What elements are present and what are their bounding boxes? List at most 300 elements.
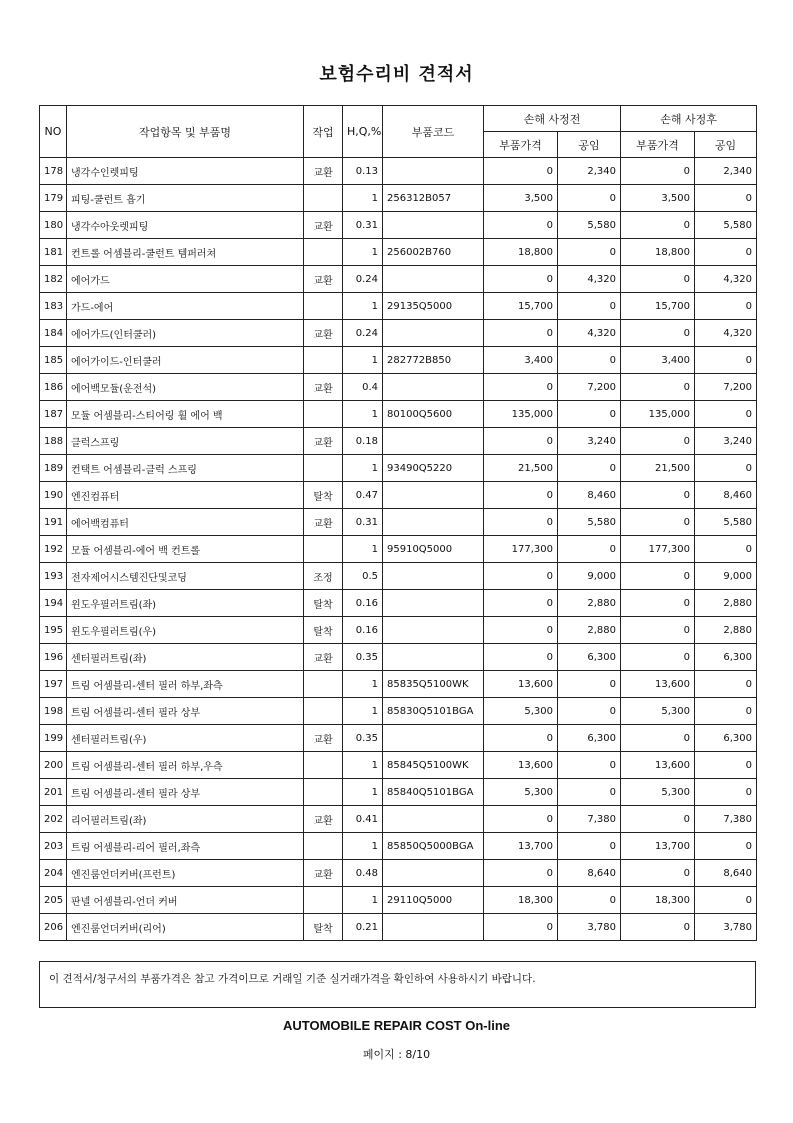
row-number: 200 bbox=[40, 752, 67, 779]
item-name: 가드-에어 bbox=[67, 293, 304, 320]
after-labor: 4,320 bbox=[695, 320, 757, 347]
row-number: 198 bbox=[40, 698, 67, 725]
before-labor: 9,000 bbox=[558, 563, 621, 590]
after-labor: 7,380 bbox=[695, 806, 757, 833]
row-number: 178 bbox=[40, 158, 67, 185]
item-name: 센터필러트림(좌) bbox=[67, 644, 304, 671]
before-part-price: 5,300 bbox=[484, 698, 558, 725]
before-labor: 3,240 bbox=[558, 428, 621, 455]
hq-value: 0.41 bbox=[343, 806, 383, 833]
hq-value: 1 bbox=[343, 698, 383, 725]
after-part-price: 3,400 bbox=[621, 347, 695, 374]
table-row bbox=[40, 509, 757, 536]
row-number: 189 bbox=[40, 455, 67, 482]
before-part-price: 0 bbox=[484, 428, 558, 455]
after-labor: 9,000 bbox=[695, 563, 757, 590]
part-code: 95910Q5000 bbox=[383, 536, 484, 563]
after-part-price: 3,500 bbox=[621, 185, 695, 212]
item-name: 컨트롤 어셈블리-쿨런트 템퍼러쳐 bbox=[67, 239, 304, 266]
after-labor: 0 bbox=[695, 293, 757, 320]
after-part-price: 135,000 bbox=[621, 401, 695, 428]
header-after-labor: 공임 bbox=[695, 132, 757, 158]
header-hq: H,Q,% bbox=[343, 106, 383, 158]
after-labor: 8,640 bbox=[695, 860, 757, 887]
hq-value: 0.18 bbox=[343, 428, 383, 455]
part-code: 85850Q5000BGA bbox=[383, 833, 484, 860]
work-type: 교환 bbox=[304, 158, 343, 185]
table-row bbox=[40, 455, 757, 482]
hq-value: 1 bbox=[343, 293, 383, 320]
work-type bbox=[304, 698, 343, 725]
hq-value: 0.4 bbox=[343, 374, 383, 401]
document-title: 보험수리비 견적서 bbox=[319, 64, 474, 85]
header-item: 작업항목 및 부품명 bbox=[67, 106, 304, 158]
after-part-price: 21,500 bbox=[621, 455, 695, 482]
work-type bbox=[304, 833, 343, 860]
after-labor: 0 bbox=[695, 455, 757, 482]
hq-value: 1 bbox=[343, 455, 383, 482]
item-name: 에어백컴퓨터 bbox=[67, 509, 304, 536]
header-no: NO bbox=[40, 106, 67, 158]
item-name: 전자제어시스템진단및코딩 bbox=[67, 563, 304, 590]
part-code: 29135Q5000 bbox=[383, 293, 484, 320]
before-labor: 0 bbox=[558, 698, 621, 725]
after-part-price: 0 bbox=[621, 590, 695, 617]
before-part-price: 0 bbox=[484, 644, 558, 671]
before-labor: 6,300 bbox=[558, 725, 621, 752]
hq-value: 0.47 bbox=[343, 482, 383, 509]
header-after-part-price: 부품가격 bbox=[621, 132, 695, 158]
before-part-price: 0 bbox=[484, 617, 558, 644]
table-row bbox=[40, 671, 757, 698]
work-type: 조정 bbox=[304, 563, 343, 590]
work-type bbox=[304, 779, 343, 806]
table-row bbox=[40, 752, 757, 779]
table-row bbox=[40, 860, 757, 887]
hq-value: 0.35 bbox=[343, 644, 383, 671]
before-part-price: 18,300 bbox=[484, 887, 558, 914]
row-number: 181 bbox=[40, 239, 67, 266]
table-row bbox=[40, 320, 757, 347]
item-name: 피팅-쿨런트 흡기 bbox=[67, 185, 304, 212]
work-type: 교환 bbox=[304, 806, 343, 833]
part-code bbox=[383, 806, 484, 833]
before-labor: 4,320 bbox=[558, 320, 621, 347]
work-type: 교환 bbox=[304, 374, 343, 401]
row-number: 202 bbox=[40, 806, 67, 833]
after-labor: 0 bbox=[695, 347, 757, 374]
hq-value: 1 bbox=[343, 752, 383, 779]
part-code bbox=[383, 860, 484, 887]
row-number: 182 bbox=[40, 266, 67, 293]
after-part-price: 0 bbox=[621, 563, 695, 590]
item-name: 에어백모듈(운전석) bbox=[67, 374, 304, 401]
table-row bbox=[40, 482, 757, 509]
item-name: 모듈 어셈블리-에어 백 컨트롤 bbox=[67, 536, 304, 563]
before-labor: 8,640 bbox=[558, 860, 621, 887]
notice-box bbox=[39, 961, 756, 1008]
work-type bbox=[304, 455, 343, 482]
hq-value: 1 bbox=[343, 536, 383, 563]
work-type: 탈착 bbox=[304, 617, 343, 644]
before-part-price: 0 bbox=[484, 914, 558, 941]
row-number: 199 bbox=[40, 725, 67, 752]
before-labor: 0 bbox=[558, 455, 621, 482]
after-part-price: 0 bbox=[621, 806, 695, 833]
work-type: 교환 bbox=[304, 266, 343, 293]
row-number: 191 bbox=[40, 509, 67, 536]
after-labor: 0 bbox=[695, 185, 757, 212]
before-labor: 5,580 bbox=[558, 212, 621, 239]
table-row bbox=[40, 158, 757, 185]
before-labor: 0 bbox=[558, 239, 621, 266]
part-code bbox=[383, 212, 484, 239]
table-row bbox=[40, 374, 757, 401]
part-code bbox=[383, 725, 484, 752]
after-labor: 0 bbox=[695, 536, 757, 563]
hq-value: 0.16 bbox=[343, 617, 383, 644]
work-type bbox=[304, 752, 343, 779]
after-labor: 0 bbox=[695, 698, 757, 725]
before-labor: 0 bbox=[558, 779, 621, 806]
before-labor: 0 bbox=[558, 887, 621, 914]
row-number: 179 bbox=[40, 185, 67, 212]
part-code: 80100Q5600 bbox=[383, 401, 484, 428]
part-code bbox=[383, 320, 484, 347]
work-type bbox=[304, 293, 343, 320]
after-part-price: 5,300 bbox=[621, 698, 695, 725]
after-labor: 0 bbox=[695, 671, 757, 698]
part-code: 282772B850 bbox=[383, 347, 484, 374]
item-name: 트림 어셈블리-리어 필러,좌측 bbox=[67, 833, 304, 860]
item-name: 트림 어셈블리-센터 필라 상부 bbox=[67, 698, 304, 725]
hq-value: 1 bbox=[343, 833, 383, 860]
table-row bbox=[40, 644, 757, 671]
table-row bbox=[40, 725, 757, 752]
after-labor: 4,320 bbox=[695, 266, 757, 293]
item-name: 트림 어셈블리-센터 필러 하부,좌측 bbox=[67, 671, 304, 698]
item-name: 모듈 어셈블리-스티어링 휠 에어 백 bbox=[67, 401, 304, 428]
hq-value: 1 bbox=[343, 347, 383, 374]
after-labor: 0 bbox=[695, 887, 757, 914]
before-labor: 7,200 bbox=[558, 374, 621, 401]
table-row bbox=[40, 347, 757, 374]
before-labor: 6,300 bbox=[558, 644, 621, 671]
table-row bbox=[40, 698, 757, 725]
after-part-price: 0 bbox=[621, 212, 695, 239]
part-code bbox=[383, 509, 484, 536]
after-part-price: 0 bbox=[621, 914, 695, 941]
item-name: 클럭스프링 bbox=[67, 428, 304, 455]
part-code: 85830Q5101BGA bbox=[383, 698, 484, 725]
part-code: 256002B760 bbox=[383, 239, 484, 266]
before-labor: 0 bbox=[558, 293, 621, 320]
after-labor: 0 bbox=[695, 752, 757, 779]
work-type: 교환 bbox=[304, 509, 343, 536]
row-number: 201 bbox=[40, 779, 67, 806]
after-labor: 0 bbox=[695, 779, 757, 806]
hq-value: 0.21 bbox=[343, 914, 383, 941]
footer-brand: AUTOMOBILE REPAIR COST On-line bbox=[282, 1018, 511, 1033]
before-part-price: 0 bbox=[484, 509, 558, 536]
estimate-table bbox=[39, 105, 757, 941]
table-row bbox=[40, 239, 757, 266]
row-number: 193 bbox=[40, 563, 67, 590]
row-number: 203 bbox=[40, 833, 67, 860]
item-name: 냉각수인렛피팅 bbox=[67, 158, 304, 185]
work-type: 탈착 bbox=[304, 914, 343, 941]
before-part-price: 18,800 bbox=[484, 239, 558, 266]
after-part-price: 0 bbox=[621, 428, 695, 455]
hq-value: 0.31 bbox=[343, 212, 383, 239]
table-row bbox=[40, 185, 757, 212]
row-number: 206 bbox=[40, 914, 67, 941]
table-row bbox=[40, 428, 757, 455]
table-row bbox=[40, 401, 757, 428]
before-part-price: 5,300 bbox=[484, 779, 558, 806]
after-labor: 2,880 bbox=[695, 617, 757, 644]
after-labor: 0 bbox=[695, 239, 757, 266]
before-part-price: 0 bbox=[484, 806, 558, 833]
before-part-price: 3,500 bbox=[484, 185, 558, 212]
before-part-price: 0 bbox=[484, 266, 558, 293]
after-labor: 2,880 bbox=[695, 590, 757, 617]
work-type bbox=[304, 671, 343, 698]
before-part-price: 0 bbox=[484, 563, 558, 590]
before-part-price: 0 bbox=[484, 320, 558, 347]
row-number: 190 bbox=[40, 482, 67, 509]
item-name: 에어가이드-인터쿨러 bbox=[67, 347, 304, 374]
hq-value: 0.24 bbox=[343, 266, 383, 293]
work-type: 교환 bbox=[304, 320, 343, 347]
before-part-price: 0 bbox=[484, 482, 558, 509]
work-type: 교환 bbox=[304, 860, 343, 887]
header-code: 부품코드 bbox=[383, 106, 484, 158]
after-part-price: 0 bbox=[621, 266, 695, 293]
before-labor: 2,340 bbox=[558, 158, 621, 185]
work-type bbox=[304, 401, 343, 428]
before-part-price: 0 bbox=[484, 374, 558, 401]
work-type bbox=[304, 347, 343, 374]
row-number: 205 bbox=[40, 887, 67, 914]
page-number: 페이지 : 8/10 bbox=[362, 1048, 431, 1061]
part-code bbox=[383, 914, 484, 941]
part-code bbox=[383, 158, 484, 185]
after-part-price: 18,800 bbox=[621, 239, 695, 266]
before-part-price: 0 bbox=[484, 158, 558, 185]
after-part-price: 0 bbox=[621, 644, 695, 671]
after-labor: 5,580 bbox=[695, 212, 757, 239]
item-name: 냉각수아웃렛피팅 bbox=[67, 212, 304, 239]
header-before-adjustment: 손해 사정전 bbox=[484, 106, 621, 132]
item-name: 윈도우필러트림(좌) bbox=[67, 590, 304, 617]
after-part-price: 5,300 bbox=[621, 779, 695, 806]
part-code: 93490Q5220 bbox=[383, 455, 484, 482]
after-part-price: 0 bbox=[621, 482, 695, 509]
part-code bbox=[383, 644, 484, 671]
table-row bbox=[40, 293, 757, 320]
table-row bbox=[40, 212, 757, 239]
row-number: 187 bbox=[40, 401, 67, 428]
item-name: 센터필러트림(우) bbox=[67, 725, 304, 752]
row-number: 196 bbox=[40, 644, 67, 671]
work-type bbox=[304, 239, 343, 266]
before-part-price: 0 bbox=[484, 725, 558, 752]
table-row bbox=[40, 806, 757, 833]
part-code bbox=[383, 482, 484, 509]
work-type: 탈착 bbox=[304, 590, 343, 617]
hq-value: 0.31 bbox=[343, 509, 383, 536]
row-number: 192 bbox=[40, 536, 67, 563]
table-row bbox=[40, 779, 757, 806]
before-part-price: 0 bbox=[484, 860, 558, 887]
before-part-price: 0 bbox=[484, 212, 558, 239]
row-number: 185 bbox=[40, 347, 67, 374]
work-type: 교환 bbox=[304, 428, 343, 455]
after-part-price: 0 bbox=[621, 374, 695, 401]
item-name: 에어가드(인터쿨러) bbox=[67, 320, 304, 347]
after-part-price: 0 bbox=[621, 860, 695, 887]
hq-value: 0.35 bbox=[343, 725, 383, 752]
after-labor: 3,780 bbox=[695, 914, 757, 941]
part-code bbox=[383, 617, 484, 644]
row-number: 180 bbox=[40, 212, 67, 239]
header-before-part-price: 부품가격 bbox=[484, 132, 558, 158]
item-name: 컨택트 어셈블리-클럭 스프링 bbox=[67, 455, 304, 482]
item-name: 엔진룸언더커버(프런트) bbox=[67, 860, 304, 887]
after-labor: 0 bbox=[695, 401, 757, 428]
row-number: 186 bbox=[40, 374, 67, 401]
before-part-price: 135,000 bbox=[484, 401, 558, 428]
after-part-price: 0 bbox=[621, 725, 695, 752]
before-labor: 7,380 bbox=[558, 806, 621, 833]
work-type: 교환 bbox=[304, 725, 343, 752]
row-number: 188 bbox=[40, 428, 67, 455]
item-name: 트림 어셈블리-센터 필라 상부 bbox=[67, 779, 304, 806]
header-work: 작업 bbox=[304, 106, 343, 158]
row-number: 183 bbox=[40, 293, 67, 320]
before-part-price: 13,600 bbox=[484, 752, 558, 779]
before-labor: 0 bbox=[558, 401, 621, 428]
work-type bbox=[304, 185, 343, 212]
after-part-price: 13,600 bbox=[621, 752, 695, 779]
table-row bbox=[40, 266, 757, 293]
work-type: 교환 bbox=[304, 212, 343, 239]
before-labor: 0 bbox=[558, 752, 621, 779]
item-name: 엔진룸언더커버(리어) bbox=[67, 914, 304, 941]
hq-value: 0.48 bbox=[343, 860, 383, 887]
before-labor: 2,880 bbox=[558, 617, 621, 644]
hq-value: 1 bbox=[343, 887, 383, 914]
item-name: 트림 어셈블리-센터 필러 하부,우측 bbox=[67, 752, 304, 779]
table-row bbox=[40, 536, 757, 563]
part-code: 85840Q5101BGA bbox=[383, 779, 484, 806]
item-name: 윈도우필러트림(우) bbox=[67, 617, 304, 644]
after-labor: 3,240 bbox=[695, 428, 757, 455]
part-code bbox=[383, 590, 484, 617]
before-labor: 2,880 bbox=[558, 590, 621, 617]
hq-value: 1 bbox=[343, 671, 383, 698]
part-code bbox=[383, 374, 484, 401]
hq-value: 1 bbox=[343, 185, 383, 212]
after-part-price: 13,700 bbox=[621, 833, 695, 860]
table-row bbox=[40, 887, 757, 914]
before-part-price: 15,700 bbox=[484, 293, 558, 320]
after-labor: 5,580 bbox=[695, 509, 757, 536]
before-part-price: 0 bbox=[484, 590, 558, 617]
part-code bbox=[383, 563, 484, 590]
row-number: 195 bbox=[40, 617, 67, 644]
after-labor: 8,460 bbox=[695, 482, 757, 509]
before-labor: 0 bbox=[558, 671, 621, 698]
row-number: 184 bbox=[40, 320, 67, 347]
part-code: 29110Q5000 bbox=[383, 887, 484, 914]
before-part-price: 21,500 bbox=[484, 455, 558, 482]
part-code: 85845Q5100WK bbox=[383, 752, 484, 779]
before-labor: 8,460 bbox=[558, 482, 621, 509]
after-part-price: 0 bbox=[621, 509, 695, 536]
part-code bbox=[383, 266, 484, 293]
row-number: 197 bbox=[40, 671, 67, 698]
header-before-labor: 공임 bbox=[558, 132, 621, 158]
hq-value: 1 bbox=[343, 401, 383, 428]
item-name: 판넬 어셈블리-언더 커버 bbox=[67, 887, 304, 914]
hq-value: 0.24 bbox=[343, 320, 383, 347]
part-code bbox=[383, 428, 484, 455]
work-type bbox=[304, 887, 343, 914]
hq-value: 1 bbox=[343, 779, 383, 806]
work-type bbox=[304, 536, 343, 563]
after-part-price: 0 bbox=[621, 320, 695, 347]
before-labor: 0 bbox=[558, 185, 621, 212]
before-part-price: 3,400 bbox=[484, 347, 558, 374]
table-row bbox=[40, 833, 757, 860]
hq-value: 1 bbox=[343, 239, 383, 266]
part-code: 85835Q5100WK bbox=[383, 671, 484, 698]
header-after-adjustment: 손해 사정후 bbox=[621, 106, 757, 132]
before-part-price: 13,700 bbox=[484, 833, 558, 860]
after-part-price: 0 bbox=[621, 617, 695, 644]
after-part-price: 15,700 bbox=[621, 293, 695, 320]
after-labor: 6,300 bbox=[695, 725, 757, 752]
item-name: 리어필러트림(좌) bbox=[67, 806, 304, 833]
table-row bbox=[40, 617, 757, 644]
hq-value: 0.13 bbox=[343, 158, 383, 185]
before-part-price: 13,600 bbox=[484, 671, 558, 698]
item-name: 에어가드 bbox=[67, 266, 304, 293]
before-labor: 4,320 bbox=[558, 266, 621, 293]
work-type: 탈착 bbox=[304, 482, 343, 509]
hq-value: 0.16 bbox=[343, 590, 383, 617]
before-part-price: 177,300 bbox=[484, 536, 558, 563]
table-row bbox=[40, 563, 757, 590]
hq-value: 0.5 bbox=[343, 563, 383, 590]
work-type: 교환 bbox=[304, 644, 343, 671]
after-labor: 6,300 bbox=[695, 644, 757, 671]
after-labor: 0 bbox=[695, 833, 757, 860]
table-row bbox=[40, 590, 757, 617]
notice-text: 이 견적서/청구서의 부품가격은 참고 가격이므로 거래일 기준 실거래가격을 확인하여 사용하시기 바랍니다. bbox=[49, 973, 536, 985]
after-labor: 2,340 bbox=[695, 158, 757, 185]
after-labor: 7,200 bbox=[695, 374, 757, 401]
part-code: 256312B057 bbox=[383, 185, 484, 212]
after-part-price: 0 bbox=[621, 158, 695, 185]
before-labor: 3,780 bbox=[558, 914, 621, 941]
before-labor: 0 bbox=[558, 347, 621, 374]
item-name: 엔진컴퓨터 bbox=[67, 482, 304, 509]
after-part-price: 13,600 bbox=[621, 671, 695, 698]
before-labor: 0 bbox=[558, 536, 621, 563]
